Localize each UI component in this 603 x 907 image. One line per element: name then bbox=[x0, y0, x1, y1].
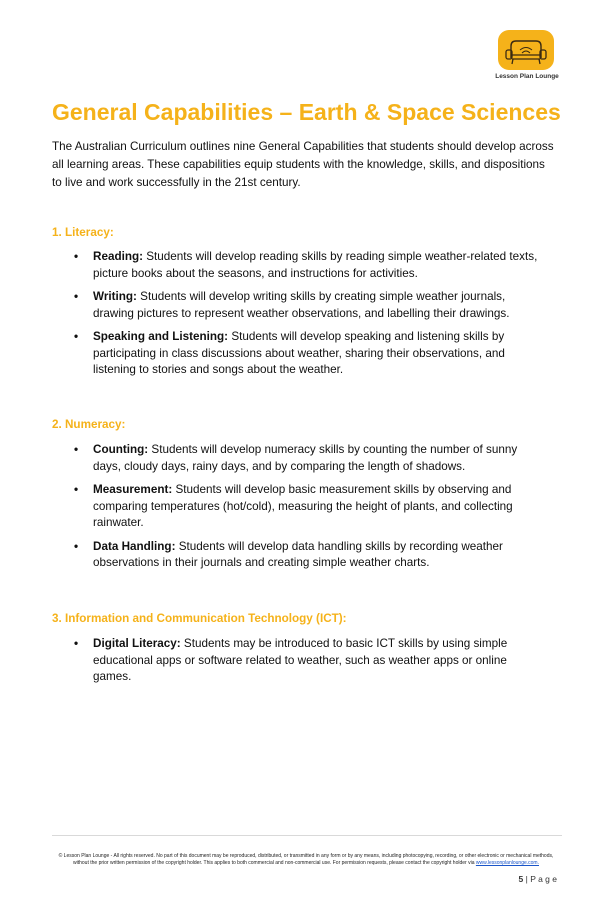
list-item bbox=[74, 289, 546, 322]
item-term: Digital Literacy: bbox=[93, 637, 181, 650]
bullet-icon: • bbox=[74, 290, 79, 303]
couch-logo-icon bbox=[494, 28, 558, 72]
item-text: Students will develop writing skills by creating simple weather journals, drawing pictures to represent weather observations, and labelling their drawings. bbox=[93, 290, 510, 320]
list-item bbox=[74, 636, 546, 686]
list-item bbox=[74, 329, 546, 379]
intro-paragraph: The Australian Curriculum outlines nine General Capabilities that students should develop across all learning areas. These capabilities equip students with the knowledge, skills, and dispositions to live and work successfully in the 21st century. bbox=[52, 140, 554, 189]
section-heading-literacy: 1. Literacy: bbox=[52, 226, 114, 239]
section-heading-ict: 3. Information and Communication Technology (ICT): bbox=[52, 612, 347, 625]
website-link[interactable]: www.lessonplanlounge.com. bbox=[475, 860, 539, 866]
logo-text: Lesson Plan Lounge bbox=[495, 73, 559, 80]
section-heading-numeracy: 2. Numeracy: bbox=[52, 418, 126, 431]
bullet-icon: • bbox=[74, 637, 79, 650]
list-item bbox=[74, 482, 546, 532]
bullet-icon: • bbox=[74, 539, 79, 553]
ict-list bbox=[74, 636, 546, 686]
page-label: | P a g e bbox=[525, 874, 557, 884]
bullet-icon: • bbox=[74, 483, 79, 496]
item-term: Data Handling: bbox=[93, 539, 176, 553]
copyright-text: © Lesson Plan Lounge - All rights reserved. No part of this document may be reproduced, distributed, or transmitted in any form or by any means, including photocopying, recording, or other electronic or mechanical methods, without the prior written permission of the copyright holder. This applies to both commercial and non-commercial use. For permission requests, please contact the copyright holder via bbox=[58, 853, 554, 866]
list-item bbox=[74, 249, 546, 282]
list-item bbox=[74, 539, 546, 572]
page-number-value: 5 bbox=[518, 874, 524, 884]
numeracy-list bbox=[74, 442, 546, 572]
bullet-icon: • bbox=[74, 250, 79, 263]
bullet-icon: • bbox=[74, 330, 79, 343]
bullet-icon: • bbox=[74, 443, 79, 456]
item-text: Students will develop basic measurement skills by observing and comparing temperatures (hot/cold), measuring the height of plants, and collecting rainwater. bbox=[93, 483, 513, 529]
item-text: Students will develop speaking and listening skills by participating in class discussions about weather, sharing their observations, and listening to stories and songs about the weather. bbox=[93, 330, 505, 376]
item-term: Measurement: bbox=[93, 483, 173, 496]
literacy-list bbox=[74, 249, 546, 379]
item-text: Students will develop data handling skills by recording weather observations in their journals and creating simple weather charts. bbox=[93, 539, 503, 569]
item-term: Speaking and Listening: bbox=[93, 330, 229, 343]
item-term: Writing: bbox=[93, 290, 137, 303]
item-text: Students will develop reading skills by reading simple weather-related texts, picture books about the seasons, and instructions for activities. bbox=[93, 250, 538, 280]
footer-copyright bbox=[56, 853, 556, 867]
brand-logo bbox=[492, 28, 562, 86]
page-number bbox=[519, 874, 557, 884]
footer-divider bbox=[52, 835, 562, 836]
list-item bbox=[74, 442, 546, 475]
item-text: Students will develop numeracy skills by counting the number of sunny days, cloudy days, rainy days, and by comparing the length of shadows. bbox=[93, 443, 518, 473]
item-term: Counting: bbox=[93, 443, 149, 456]
item-term: Reading: bbox=[93, 250, 143, 263]
item-text: Students may be introduced to basic ICT skills by using simple educational apps or software related to weather, such as weather apps or online games. bbox=[93, 637, 508, 683]
page-title: General Capabilities – Earth & Space Sciences bbox=[52, 99, 561, 125]
